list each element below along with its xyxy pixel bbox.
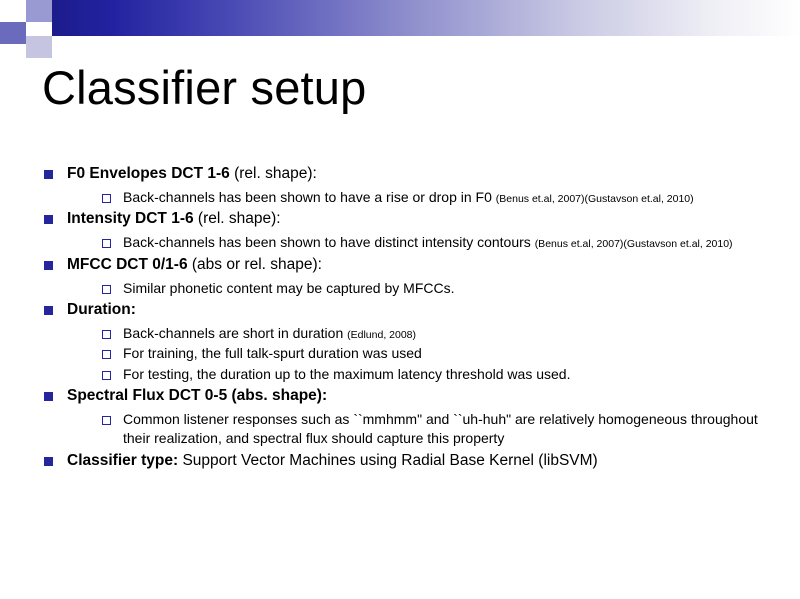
citation: (Benus et.al, 2007)(Gustavson et.al, 2010)	[495, 193, 694, 205]
square-bullet-icon	[44, 306, 53, 315]
sub-text: Similar phonetic content may be captured by MFCCs.	[123, 279, 455, 296]
sub-list-item	[40, 188, 770, 207]
sub-list-item-text	[123, 365, 570, 384]
sub-list-item	[40, 279, 770, 298]
page-title: Classifier setup	[42, 61, 367, 114]
list-item-label	[67, 450, 598, 473]
sub-list-item	[40, 410, 770, 449]
list-item-label-suffix: (rel. shape):	[229, 165, 317, 182]
slide-body	[40, 163, 770, 475]
bullet-block-intensity	[40, 208, 770, 252]
sub-list-item-text	[123, 279, 454, 298]
sub-list-item-text	[123, 188, 694, 207]
list-item-label-strong: Intensity DCT 1-6	[67, 210, 194, 228]
header-gradient-bar	[52, 0, 800, 36]
square-bullet-icon	[44, 215, 53, 224]
sub-list-item-text	[123, 233, 733, 252]
sub-list-item	[40, 365, 770, 384]
list-item	[40, 163, 770, 186]
hollow-square-bullet-icon	[102, 239, 111, 248]
sub-list-item-text	[123, 344, 422, 363]
header-square-1	[0, 0, 26, 22]
bullet-block-spectral-flux	[40, 385, 770, 449]
sub-text: Back-channels are short in duration	[123, 324, 348, 341]
list-item	[40, 254, 770, 277]
list-item-label-strong: MFCC DCT 0/1-6	[67, 255, 188, 273]
list-item-label	[67, 208, 281, 231]
sub-list-item-text	[123, 410, 763, 449]
bullet-block-classifier-type	[40, 450, 770, 473]
sub-list-item	[40, 233, 770, 252]
hollow-square-bullet-icon	[102, 330, 111, 339]
bullet-block-duration	[40, 299, 770, 384]
citation: (Edlund, 2008)	[347, 328, 417, 341]
list-item-label-strong: Duration:	[67, 300, 136, 318]
hollow-square-bullet-icon	[102, 371, 111, 380]
sub-text: Back-channels has been shown to have a rise or drop in F0	[123, 189, 496, 205]
square-bullet-icon	[44, 261, 53, 270]
citation: (Benus et.al, 2007)(Gustavson et.al, 2010)	[534, 238, 733, 251]
hollow-square-bullet-icon	[102, 194, 111, 203]
bullet-block-mfcc	[40, 254, 770, 298]
hollow-square-bullet-icon	[102, 350, 111, 359]
header-square-2	[26, 0, 52, 22]
list-item-label	[67, 299, 136, 322]
hollow-square-bullet-icon	[102, 416, 111, 425]
list-item	[40, 385, 770, 408]
list-item-label-suffix: (rel. shape):	[193, 210, 281, 228]
sub-list-item	[40, 324, 770, 343]
bullet-block-f0-envelopes	[40, 163, 770, 207]
list-item-label-strong: Classifier type:	[67, 451, 179, 469]
sub-list-item	[40, 344, 770, 363]
header-square-3	[0, 22, 26, 44]
sub-text: Common listener responses such as ``mmhmm" and ``uh-huh" are relatively homogeneous throughout their realization, and spectral flux should capture this property	[123, 410, 758, 447]
hollow-square-bullet-icon	[102, 285, 111, 294]
list-item-label	[67, 163, 317, 186]
list-item-label-strong: Spectral Flux DCT 0-5 (abs. shape):	[67, 386, 328, 404]
list-item-label-suffix: Support Vector Machines using Radial Base Kernel (libSVM)	[178, 451, 598, 469]
list-item	[40, 208, 770, 231]
square-bullet-icon	[44, 457, 53, 466]
list-item-label	[67, 385, 327, 408]
slide-header-band	[0, 0, 800, 58]
square-bullet-icon	[44, 392, 53, 401]
list-item-label-strong: F0 Envelopes DCT 1-6	[67, 165, 230, 182]
list-item-label-suffix: (abs or rel. shape):	[187, 255, 322, 273]
sub-text: For testing, the duration up to the maximum latency threshold was used.	[123, 365, 571, 382]
sub-list-item-text	[123, 324, 416, 343]
square-bullet-icon	[44, 170, 53, 179]
header-square-5	[26, 36, 52, 58]
sub-text: For training, the full talk-spurt duration was used	[123, 345, 422, 362]
list-item	[40, 299, 770, 322]
sub-text: Back-channels has been shown to have distinct intensity contours	[123, 234, 535, 251]
list-item	[40, 450, 770, 473]
list-item-label	[67, 254, 322, 277]
